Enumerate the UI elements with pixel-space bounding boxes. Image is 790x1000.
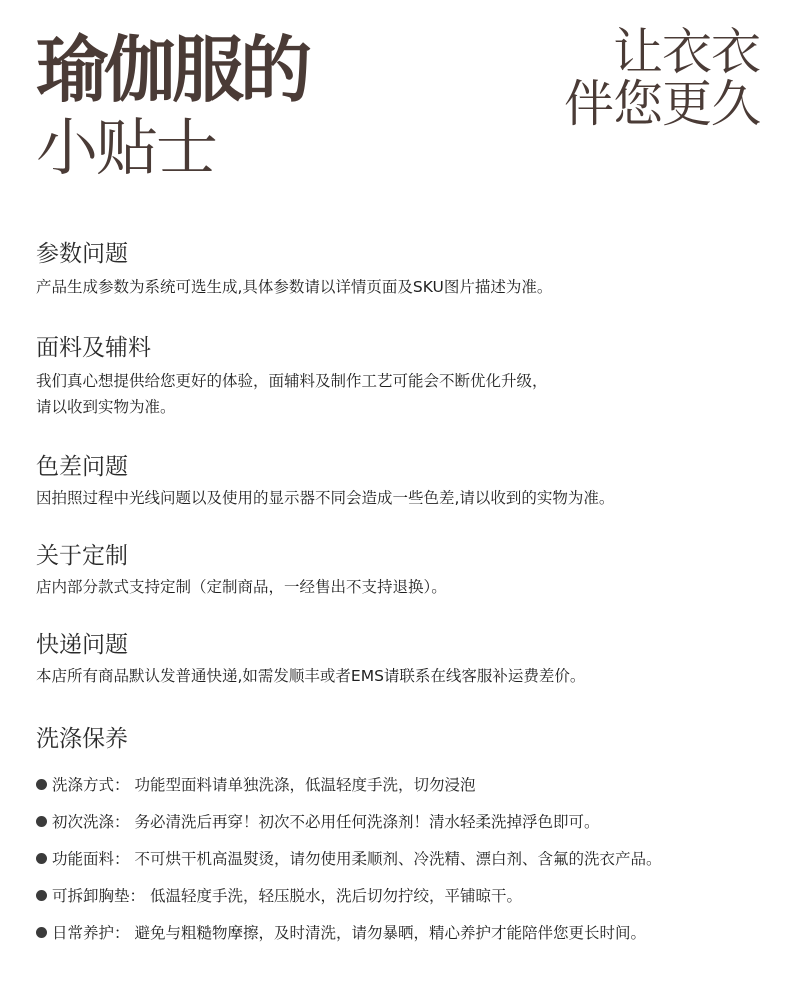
slogan-line-1: 让衣衣 [613,23,760,81]
section-parameters [36,239,766,300]
care-item-label: 初次洗涤： [52,812,130,831]
section-line: 请以收到实物为准。 [36,398,176,416]
bullet-dot-icon [36,890,47,901]
section-body [36,368,766,420]
bullet-dot-icon [36,816,47,827]
section-title: 洗涤保养 [36,726,128,752]
care-item-removable-pad [36,877,766,914]
section-line: 产品生成参数为系统可选生成,具体参数请以详情页面及SKU图片描述为准。 [36,278,553,296]
care-item-label: 可拆卸胸垫： [52,886,146,905]
page-title: 瑜伽服的 [36,28,309,112]
section-body [36,663,766,689]
care-item-text: 务必清洗后再穿！初次不必用任何洗涤剂！清水轻柔洗掉浮色即可。 [134,812,600,831]
section-fabric [36,333,766,420]
care-item-label: 洗涤方式： [52,775,130,794]
section-customization [36,541,766,600]
section-line: 我们真心想提供给您更好的体验，面辅料及制作工艺可能会不断优化升级， [36,372,548,390]
header [0,0,790,200]
page-subtitle: 小贴士 [36,111,217,184]
section-title: 快递问题 [36,632,128,658]
bullet-dot-icon [36,779,47,790]
slogan-line-2: 伴您更久 [564,75,760,133]
section-shipping [36,630,766,689]
section-body [36,485,766,511]
section-body [36,574,766,600]
section-color-difference [36,452,766,511]
care-item-label: 功能面料： [52,849,130,868]
care-item-daily-care [36,914,766,951]
care-list [36,766,766,951]
care-item-text: 低温轻度手洗，轻压脱水，洗后切勿拧绞，平铺晾干。 [149,886,522,905]
section-line: 店内部分款式支持定制（定制商品，一经售出不支持退换）。 [36,578,447,596]
section-title: 面料及辅料 [36,335,151,361]
care-item-washing-method [36,766,766,803]
section-title: 关于定制 [36,543,128,569]
care-item-first-wash [36,803,766,840]
section-washing-care [36,724,766,951]
bullet-dot-icon [36,853,47,864]
care-item-text: 避免与粗糙物摩擦，及时清洗，请勿暴晒，精心养护才能陪伴您更长时间。 [134,923,646,942]
section-title: 色差问题 [36,454,128,480]
section-line: 因拍照过程中光线问题以及使用的显示器不同会造成一些色差,请以收到的实物为准。 [36,489,615,507]
slogan [564,23,760,133]
section-line: 本店所有商品默认发普通快递,如需发顺丰或者EMS请联系在线客服补运费差价。 [36,667,586,685]
section-body [36,274,766,300]
care-item-functional-fabric [36,840,766,877]
care-item-text: 不可烘干机高温熨烫，请勿使用柔顺剂、冷洗精、漂白剂、含氟的洗衣产品。 [134,849,662,868]
care-item-text: 功能型面料请单独洗涤，低温轻度手洗，切勿浸泡 [134,775,476,794]
bullet-dot-icon [36,927,47,938]
section-title: 参数问题 [36,241,128,267]
care-item-label: 日常养护： [52,923,130,942]
